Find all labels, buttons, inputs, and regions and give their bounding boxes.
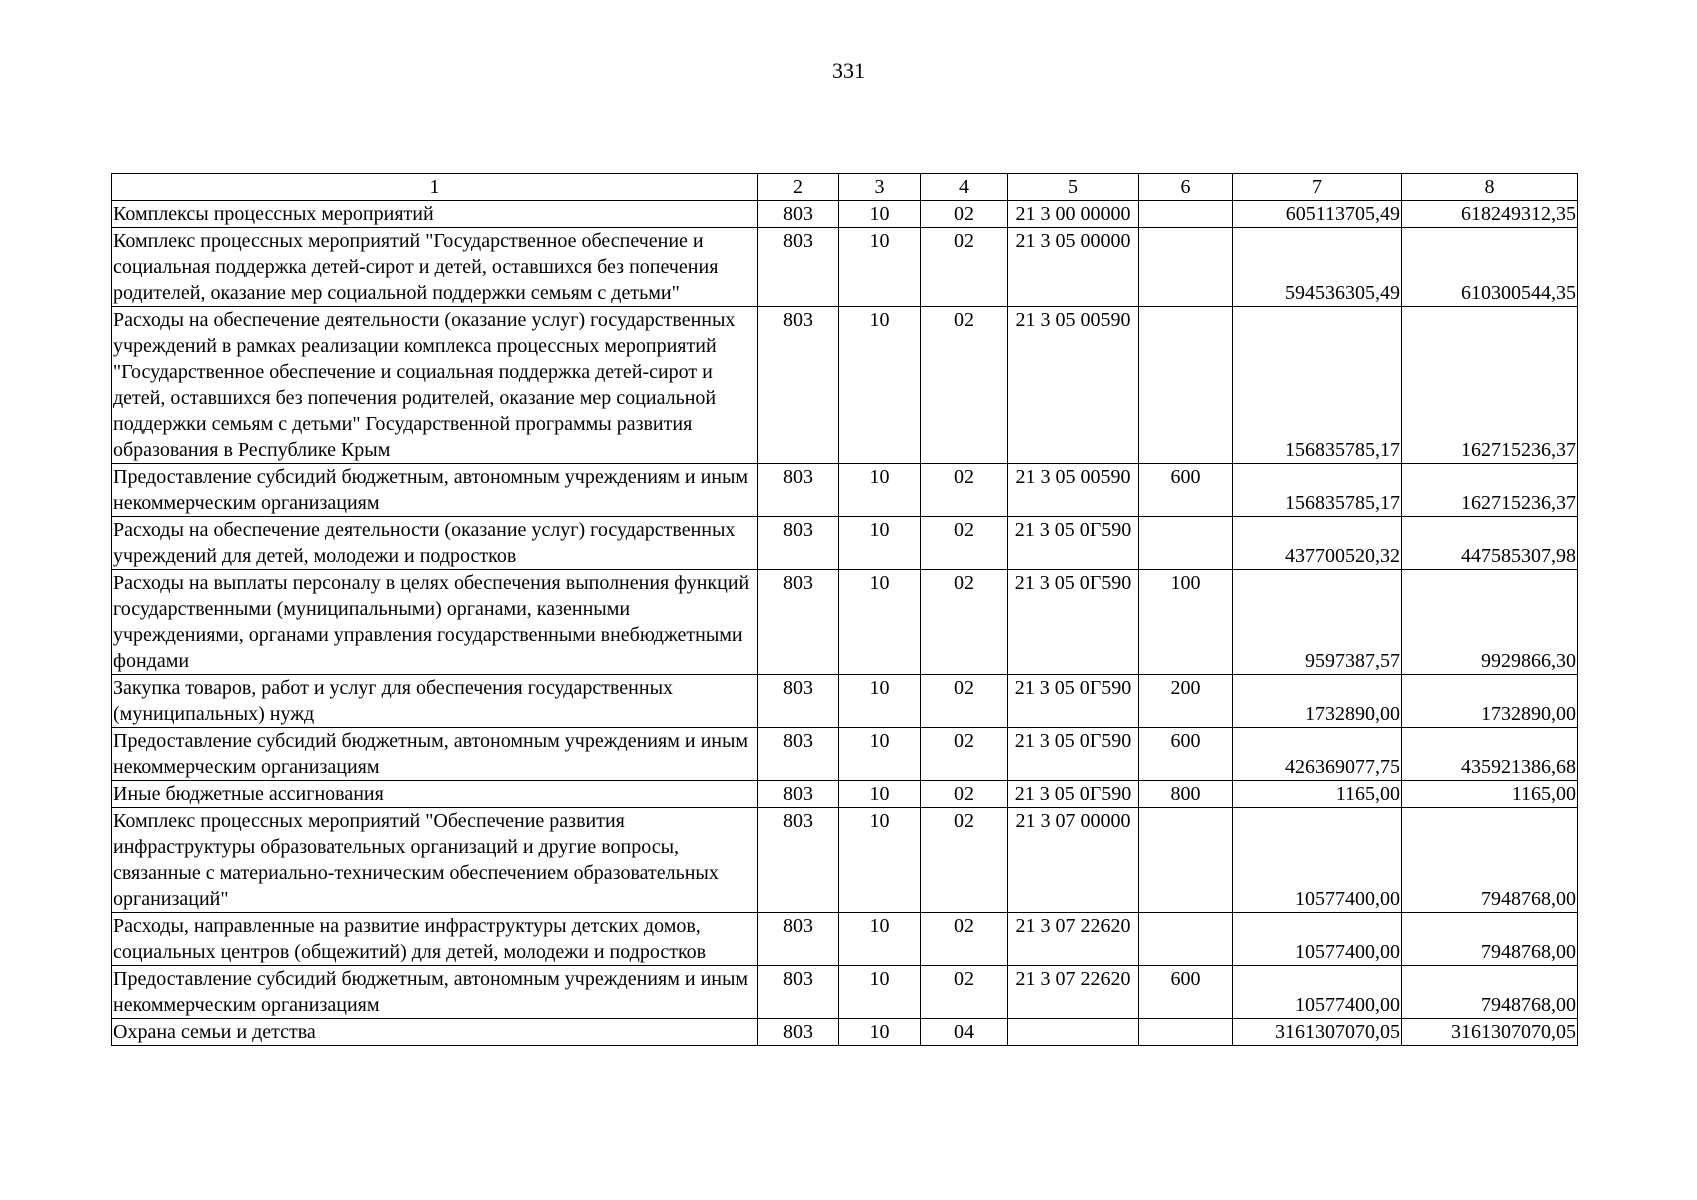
expense-type-cell: 200 xyxy=(1139,675,1233,728)
amount-year1-cell: 1165,00 xyxy=(1233,781,1402,808)
item-name-cell: Комплексы процессных мероприятий xyxy=(112,201,758,228)
subsection-code-cell: 04 xyxy=(921,1019,1008,1046)
target-article-cell: 21 3 05 0Г590 xyxy=(1008,728,1139,781)
table-row xyxy=(112,201,1578,228)
column-header: 5 xyxy=(1008,174,1139,201)
item-name-cell: Предоставление субсидий бюджетным, автономным учреждениям и иным некоммерческим организациям xyxy=(112,966,758,1019)
section-code-cell: 10 xyxy=(839,201,921,228)
section-code-cell: 10 xyxy=(839,675,921,728)
ministry-code-cell: 803 xyxy=(758,675,839,728)
target-article-cell: 21 3 07 22620 xyxy=(1008,966,1139,1019)
amount-year2-cell: 1732890,00 xyxy=(1402,675,1578,728)
subsection-code-cell: 02 xyxy=(921,570,1008,675)
target-article-cell: 21 3 05 00590 xyxy=(1008,307,1139,464)
table-row xyxy=(112,675,1578,728)
table-body xyxy=(112,201,1578,1046)
amount-year1-cell: 9597387,57 xyxy=(1233,570,1402,675)
ministry-code-cell: 803 xyxy=(758,307,839,464)
page-number: 331 xyxy=(832,58,865,83)
section-code-cell: 10 xyxy=(839,913,921,966)
expense-type-cell xyxy=(1139,517,1233,570)
section-code-cell: 10 xyxy=(839,781,921,808)
item-name-cell: Расходы, направленные на развитие инфраструктуры детских домов, социальных центров (общежитий) для детей, молодежи и подростков xyxy=(112,913,758,966)
amount-year1-cell: 605113705,49 xyxy=(1233,201,1402,228)
column-header: 6 xyxy=(1139,174,1233,201)
expense-type-cell xyxy=(1139,913,1233,966)
amount-year2-cell: 1165,00 xyxy=(1402,781,1578,808)
ministry-code-cell: 803 xyxy=(758,464,839,517)
target-article-cell xyxy=(1008,1019,1139,1046)
item-name-cell: Комплекс процессных мероприятий "Государственное обеспечение и социальная поддержка детей-сирот и детей, оставшихся без попечения родителей, оказание мер социальной поддержки семьям с детьми" xyxy=(112,228,758,307)
section-code-cell: 10 xyxy=(839,228,921,307)
section-code-cell: 10 xyxy=(839,517,921,570)
subsection-code-cell: 02 xyxy=(921,966,1008,1019)
ministry-code-cell: 803 xyxy=(758,913,839,966)
item-name-cell: Иные бюджетные ассигнования xyxy=(112,781,758,808)
amount-year1-cell: 156835785,17 xyxy=(1233,307,1402,464)
expense-type-cell xyxy=(1139,1019,1233,1046)
column-header: 7 xyxy=(1233,174,1402,201)
expense-type-cell xyxy=(1139,201,1233,228)
expense-type-cell: 600 xyxy=(1139,464,1233,517)
subsection-code-cell: 02 xyxy=(921,781,1008,808)
item-name-cell: Расходы на выплаты персоналу в целях обеспечения выполнения функций государственными (муниципальными) органами, казенными учреждениями, органами управления государственными внебюджетными фондами xyxy=(112,570,758,675)
ministry-code-cell: 803 xyxy=(758,570,839,675)
section-code-cell: 10 xyxy=(839,966,921,1019)
table-row xyxy=(112,570,1578,675)
table-row xyxy=(112,307,1578,464)
expense-type-cell: 800 xyxy=(1139,781,1233,808)
subsection-code-cell: 02 xyxy=(921,913,1008,966)
column-header: 2 xyxy=(758,174,839,201)
amount-year1-cell: 437700520,32 xyxy=(1233,517,1402,570)
target-article-cell: 21 3 05 0Г590 xyxy=(1008,675,1139,728)
expense-type-cell: 600 xyxy=(1139,966,1233,1019)
header-row xyxy=(112,174,1578,201)
column-header: 3 xyxy=(839,174,921,201)
expense-type-cell xyxy=(1139,228,1233,307)
amount-year2-cell: 7948768,00 xyxy=(1402,913,1578,966)
subsection-code-cell: 02 xyxy=(921,307,1008,464)
ministry-code-cell: 803 xyxy=(758,1019,839,1046)
item-name-cell: Расходы на обеспечение деятельности (оказание услуг) государственных учреждений в рамках реализации комплекса процессных мероприятий "Государственное обеспечение и социальная поддержка детей-сирот и детей, оставшихся без попечения родителей, оказание мер социальной поддержки семьям с детьми" Государственной программы развития образования в Республике Крым xyxy=(112,307,758,464)
amount-year2-cell: 3161307070,05 xyxy=(1402,1019,1578,1046)
item-name-cell: Комплекс процессных мероприятий "Обеспечение развития инфраструктуры образовательных организаций и другие вопросы, связанные с материально-техническим обеспечением образовательных организаций" xyxy=(112,808,758,913)
ministry-code-cell: 803 xyxy=(758,228,839,307)
table-row xyxy=(112,464,1578,517)
ministry-code-cell: 803 xyxy=(758,781,839,808)
table-row xyxy=(112,966,1578,1019)
item-name-cell: Предоставление субсидий бюджетным, автономным учреждениям и иным некоммерческим организациям xyxy=(112,728,758,781)
section-code-cell: 10 xyxy=(839,1019,921,1046)
amount-year2-cell: 7948768,00 xyxy=(1402,966,1578,1019)
section-code-cell: 10 xyxy=(839,464,921,517)
subsection-code-cell: 02 xyxy=(921,517,1008,570)
subsection-code-cell: 02 xyxy=(921,728,1008,781)
amount-year2-cell: 162715236,37 xyxy=(1402,307,1578,464)
table-row xyxy=(112,728,1578,781)
ministry-code-cell: 803 xyxy=(758,966,839,1019)
table-row xyxy=(112,808,1578,913)
amount-year2-cell: 9929866,30 xyxy=(1402,570,1578,675)
ministry-code-cell: 803 xyxy=(758,517,839,570)
ministry-code-cell: 803 xyxy=(758,808,839,913)
expense-type-cell: 600 xyxy=(1139,728,1233,781)
target-article-cell: 21 3 07 22620 xyxy=(1008,913,1139,966)
column-header: 4 xyxy=(921,174,1008,201)
item-name-cell: Закупка товаров, работ и услуг для обеспечения государственных (муниципальных) нужд xyxy=(112,675,758,728)
target-article-cell: 21 3 05 0Г590 xyxy=(1008,570,1139,675)
amount-year2-cell: 610300544,35 xyxy=(1402,228,1578,307)
table-row xyxy=(112,781,1578,808)
amount-year1-cell: 10577400,00 xyxy=(1233,808,1402,913)
table-row xyxy=(112,228,1578,307)
amount-year2-cell: 7948768,00 xyxy=(1402,808,1578,913)
amount-year1-cell: 1732890,00 xyxy=(1233,675,1402,728)
column-header: 8 xyxy=(1402,174,1578,201)
section-code-cell: 10 xyxy=(839,728,921,781)
amount-year1-cell: 3161307070,05 xyxy=(1233,1019,1402,1046)
amount-year1-cell: 594536305,49 xyxy=(1233,228,1402,307)
target-article-cell: 21 3 05 0Г590 xyxy=(1008,517,1139,570)
table-row xyxy=(112,913,1578,966)
item-name-cell: Расходы на обеспечение деятельности (оказание услуг) государственных учреждений для детей, молодежи и подростков xyxy=(112,517,758,570)
subsection-code-cell: 02 xyxy=(921,228,1008,307)
expense-type-cell xyxy=(1139,307,1233,464)
table-row xyxy=(112,517,1578,570)
item-name-cell: Охрана семьи и детства xyxy=(112,1019,758,1046)
subsection-code-cell: 02 xyxy=(921,464,1008,517)
budget-table xyxy=(111,173,1578,1046)
section-code-cell: 10 xyxy=(839,808,921,913)
amount-year2-cell: 618249312,35 xyxy=(1402,201,1578,228)
target-article-cell: 21 3 05 0Г590 xyxy=(1008,781,1139,808)
subsection-code-cell: 02 xyxy=(921,808,1008,913)
expense-type-cell: 100 xyxy=(1139,570,1233,675)
amount-year1-cell: 10577400,00 xyxy=(1233,913,1402,966)
ministry-code-cell: 803 xyxy=(758,201,839,228)
item-name-cell: Предоставление субсидий бюджетным, автономным учреждениям и иным некоммерческим организациям xyxy=(112,464,758,517)
ministry-code-cell: 803 xyxy=(758,728,839,781)
amount-year1-cell: 10577400,00 xyxy=(1233,966,1402,1019)
amount-year1-cell: 156835785,17 xyxy=(1233,464,1402,517)
amount-year2-cell: 447585307,98 xyxy=(1402,517,1578,570)
target-article-cell: 21 3 05 00000 xyxy=(1008,228,1139,307)
expense-type-cell xyxy=(1139,808,1233,913)
target-article-cell: 21 3 00 00000 xyxy=(1008,201,1139,228)
table-row xyxy=(112,1019,1578,1046)
target-article-cell: 21 3 07 00000 xyxy=(1008,808,1139,913)
amount-year2-cell: 435921386,68 xyxy=(1402,728,1578,781)
target-article-cell: 21 3 05 00590 xyxy=(1008,464,1139,517)
subsection-code-cell: 02 xyxy=(921,675,1008,728)
amount-year2-cell: 162715236,37 xyxy=(1402,464,1578,517)
column-header: 1 xyxy=(112,174,758,201)
section-code-cell: 10 xyxy=(839,307,921,464)
section-code-cell: 10 xyxy=(839,570,921,675)
amount-year1-cell: 426369077,75 xyxy=(1233,728,1402,781)
subsection-code-cell: 02 xyxy=(921,201,1008,228)
